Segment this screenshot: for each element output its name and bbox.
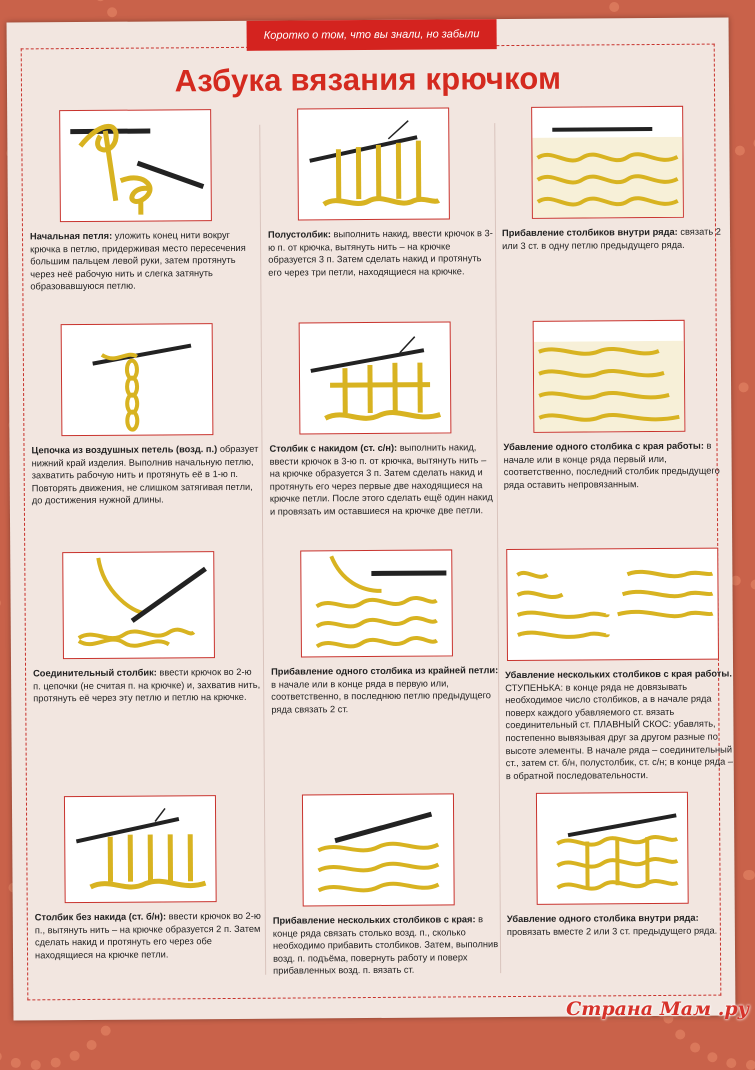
illustration-single-crochet [64, 795, 217, 903]
illustration-slip-knot [59, 109, 212, 222]
stitch-card [34, 795, 263, 962]
stitch-description: Убавление одного столбика с края работы: в начале или в конце ряда первый или, соответственно, последний столбик предыдущего ряда оставить непровязанным. [503, 440, 720, 490]
stitch-description: Полустолбик: выполнить накид, ввести крючок в 3-ю п. от крючка, вытянуть нить – на крючке образуется 3 п. Затем сделать накид и протянуть его через три петли, находящиеся на крючке. [267, 228, 493, 278]
stitch-card [29, 109, 258, 294]
stitch-description: Убавление нескольких столбиков с края работы. СТУПЕНЬКА: в конце ряда не довязывать необходимое число столбиков, а в начале ряда поверх каждого убавляемого ст. вязать соединительный ст. ПЛАВНЫЙ СКОС: убавлять, постепенно вывязывая друг за другом разные по высоте элементы. В начале ряда – соединительный ст., затем ст. б/н, полустолбик, ст. с/н; в конце ряда – в обратной последовательности. [505, 668, 734, 781]
stitch-card [501, 105, 730, 252]
page-title: Азбука вязания крючком [174, 60, 562, 99]
stitch-description: Прибавление одного столбика из крайней петли: в начале или в конце ряда в первую или, соответственно, в последнюю петлю предыдущего ряда связать 2 ст. [271, 665, 499, 715]
stitch-card [31, 323, 260, 508]
illustration-decrease-edge [533, 320, 686, 433]
section-tab: Коротко о том, что вы знали, но забыли [247, 19, 497, 51]
stitch-description: Начальная петля: уложить конец нити вокруг крючка в петлю, придерживая место пересечения большим пальцем левой руки, затем протянуть через неё рабочую нить и слегка затянуть образовавшуюся петлю. [29, 229, 246, 292]
stitch-description: Цепочка из воздушных петель (возд. п.) образует нижний край изделия. Выполнив начальную петлю, захватить рабочую нить и протянуть её в 1-ю п. Повторять движения, не слишком затягивая петли, до достижения нужной длины. [31, 443, 259, 506]
stitch-card [503, 319, 732, 491]
illustration-decrease-several [506, 548, 719, 661]
illustration-decrease-inside [536, 792, 689, 905]
stitch-card [270, 549, 499, 716]
stitch-description: Прибавление нескольких столбиков с края: в конце ряда связать столько возд. п., сколько необходимо прибавить столбиков. Затем, выполнив возд. п. подъёма, повернуть работу и поверх прибавленных возд. п. вязать ст. [272, 914, 499, 977]
illustration-increase-several-edge [302, 793, 455, 906]
stitch-card [506, 791, 735, 938]
stitch-card [272, 793, 501, 978]
illustration-slip-stitch [62, 551, 215, 659]
stitch-description: Столбик с накидом (ст. с/н): выполнить накид, ввести крючок в 3-ю п. от крючка, вытянуть нить – на крючке образуется 3 п. Затем сделать накид и протянуть его через первые две находящиеся на крючке петли. После этого сделать ещё один накид и провязать им оставшиеся на крючке две петли. [269, 442, 493, 517]
illustration-double-crochet [299, 321, 452, 434]
illustration-half-double [297, 107, 450, 220]
stitch-card [267, 107, 496, 279]
illustration-increase-edge-loop [300, 549, 453, 657]
stitch-card [269, 321, 498, 518]
magazine-page [7, 17, 736, 1020]
illustration-increase-inside [531, 106, 684, 219]
stitch-card [32, 551, 261, 705]
stitch-card [504, 547, 734, 782]
site-watermark: Страна Мам .ру [566, 998, 749, 1020]
stitch-description: Соединительный столбик: ввести крючок во 2-ю п. цепочки (не считая п. на крючке) и, захватив нить, протянуть её через эту петлю и петлю на крючке. [33, 666, 261, 704]
stitch-description: Прибавление столбиков внутри ряда: связать 2 или 3 ст. в одну петлю предыдущего ряда. [501, 226, 721, 251]
stitch-description: Столбик без накида (ст. б/н): ввести крючок во 2-ю п., вытянуть нить – на крючке образуется 2 п. Затем сделать накид и протянуть его через обе находящиеся на крючке петли. [34, 910, 261, 961]
illustration-chain [61, 323, 214, 436]
stitch-description: Убавление одного столбика внутри ряда: провязать вместе 2 или 3 ст. предыдущего ряда. [506, 912, 718, 937]
